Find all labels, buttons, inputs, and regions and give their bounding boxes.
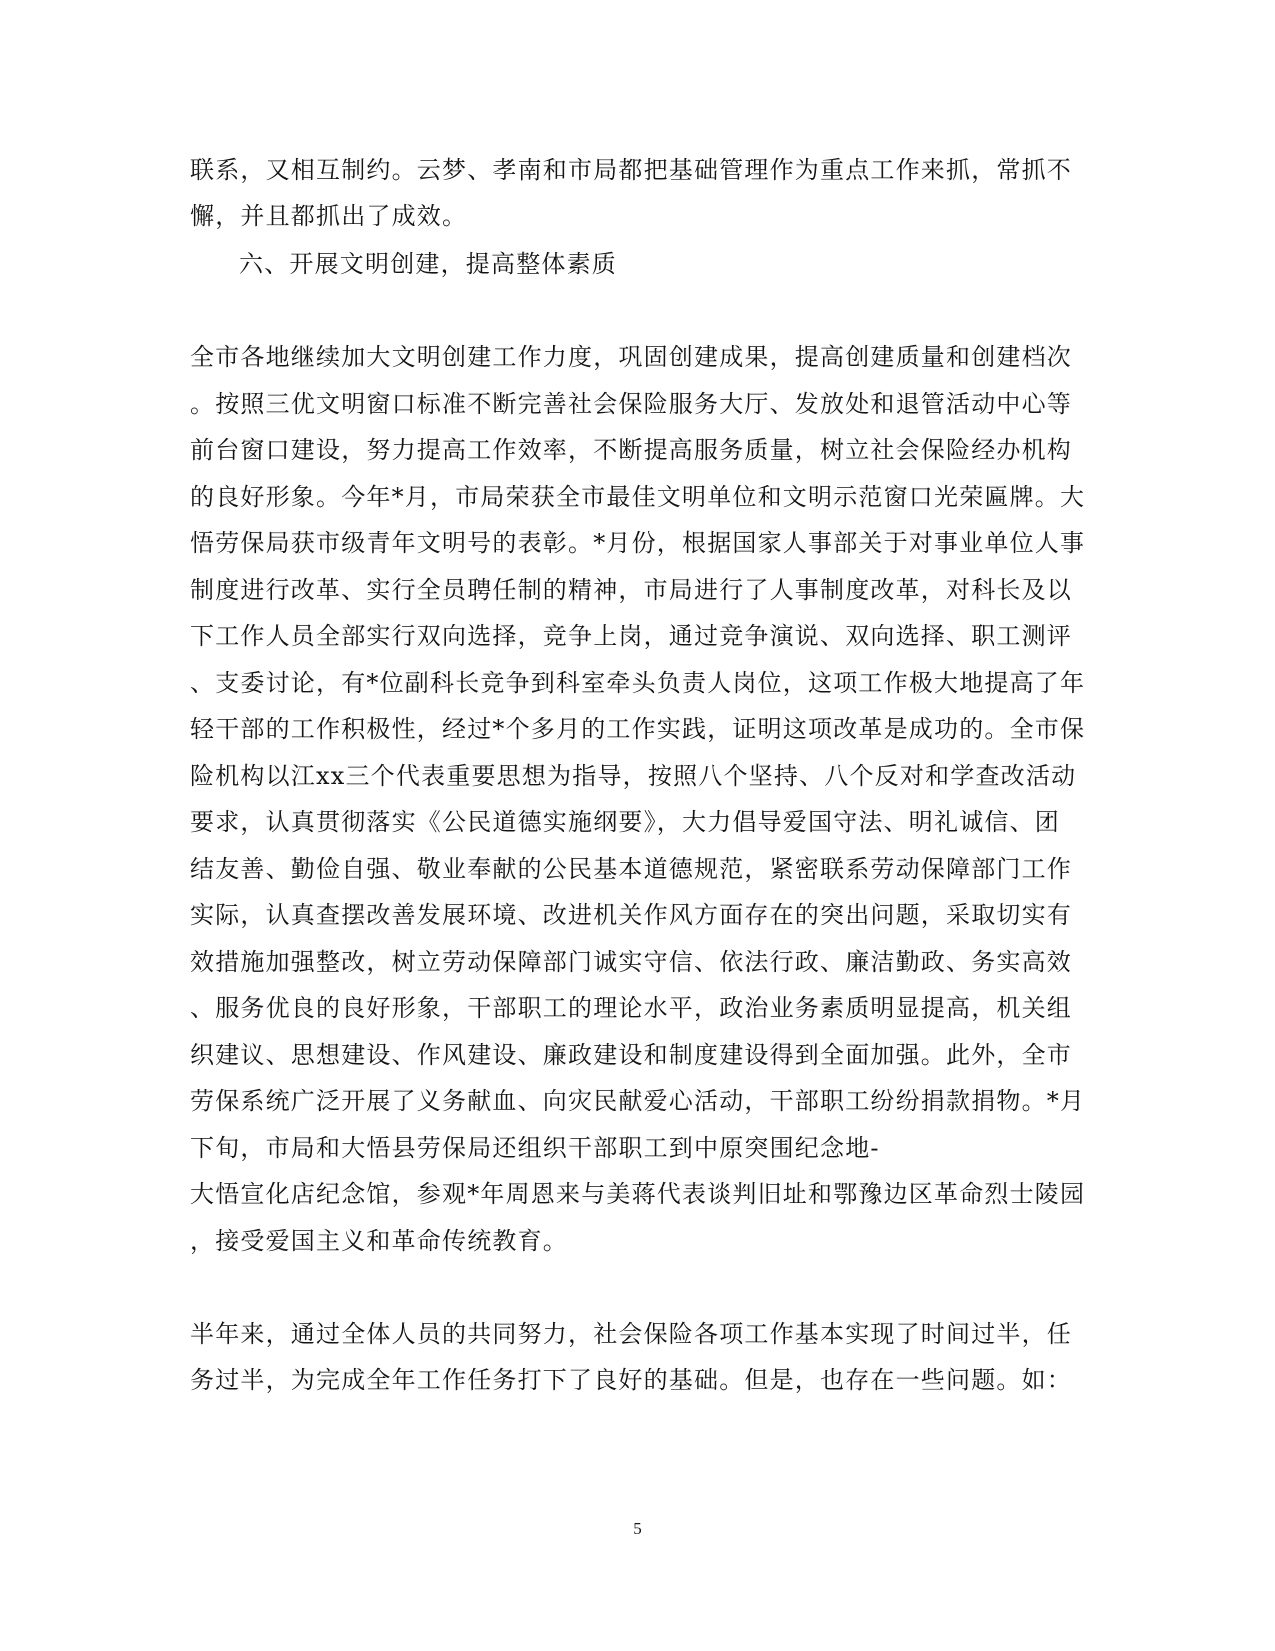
paragraph-2-line-2: 。按照三优文明窗口标准不断完善社会保险服务大厅、发放处和退管活动中心等 <box>190 390 1072 418</box>
paragraph-2-line-11: 要求，认真贯彻落实《公民道德实施纲要》，大力倡导爱国守法、明礼诚信、团 <box>190 808 1060 836</box>
paragraph-2-line-19: 大悟宣化店纪念馆，参观*年周恩来与美蒋代表谈判旧址和鄂豫边区革命烈士陵园 <box>190 1180 1086 1208</box>
paragraph-2-line-13: 实际，认真查摆改善发展环境、改进机关作风方面存在的突出问题，采取切实有 <box>190 901 1072 929</box>
paragraph-2-line-14: 效措施加强整改，树立劳动保障部门诚实守信、依法行政、廉洁勤政、务实高效 <box>190 948 1072 976</box>
paragraph-1-line-1: 联系，又相互制约。云梦、孝南和市局都把基础管理作为重点工作来抓，常抓不 <box>190 156 1072 184</box>
paragraph-2-line-16: 织建议、思想建设、作风建设、廉政建设和制度建设得到全面加强。此外，全市 <box>190 1041 1072 1069</box>
paragraph-2-line-4: 的良好形象。今年*月，市局荣获全市最佳文明单位和文明示范窗口光荣匾牌。大 <box>190 483 1086 511</box>
paragraph-2-line-12: 结友善、勤俭自强、敬业奉献的公民基本道德规范，紧密联系劳动保障部门工作 <box>190 855 1072 883</box>
paragraph-2-line-5: 悟劳保局获市级青年文明号的表彰。*月份，根据国家人事部关于对事业单位人事 <box>190 529 1086 557</box>
paragraph-2-line-20: ，接受爱国主义和革命传统教育。 <box>190 1227 568 1255</box>
paragraph-1-line-2: 懈，并且都抓出了成效。 <box>190 202 468 230</box>
paragraph-2-line-9: 轻干部的工作积极性，经过*个多月的工作实践，证明这项改革是成功的。全市保 <box>190 715 1086 743</box>
page-number: 5 <box>633 1519 642 1538</box>
paragraph-2-line-18: 下旬，市局和大悟县劳保局还组织干部职工到中原突围纪念地- <box>190 1134 880 1162</box>
paragraph-2-line-6: 制度进行改革、实行全员聘任制的精神，市局进行了人事制度改革，对科长及以 <box>190 576 1072 604</box>
paragraph-3-line-2: 务过半，为完成全年工作任务打下了良好的基础。但是，也存在一些问题。如： <box>190 1366 1072 1394</box>
paragraph-3-line-1: 半年来，通过全体人员的共同努力，社会保险各项工作基本实现了时间过半，任 <box>190 1320 1072 1348</box>
paragraph-2-line-1: 全市各地继续加大文明创建工作力度，巩固创建成果，提高创建质量和创建档次 <box>190 343 1072 371</box>
paragraph-2-line-7: 下工作人员全部实行双向选择，竞争上岗，通过竞争演说、双向选择、职工测评 <box>190 622 1072 650</box>
paragraph-2-line-3: 前台窗口建设，努力提高工作效率，不断提高服务质量，树立社会保险经办机构 <box>190 436 1072 464</box>
paragraph-2-line-10: 险机构以江xx三个代表重要思想为指导，按照八个坚持、八个反对和学查改活动 <box>190 762 1077 790</box>
section-heading: 六、开展文明创建，提高整体素质 <box>239 250 617 278</box>
paragraph-2-line-8: 、支委讨论，有*位副科长竞争到科室牵头负责人岗位，这项工作极大地提高了年 <box>190 669 1086 697</box>
paragraph-2-line-15: 、服务优良的良好形象，干部职工的理论水平，政治业务素质明显提高，机关组 <box>190 994 1072 1022</box>
paragraph-2-line-17: 劳保系统广泛开展了义务献血、向灾民献爱心活动，干部职工纷纷捐款捐物。*月 <box>190 1087 1086 1115</box>
